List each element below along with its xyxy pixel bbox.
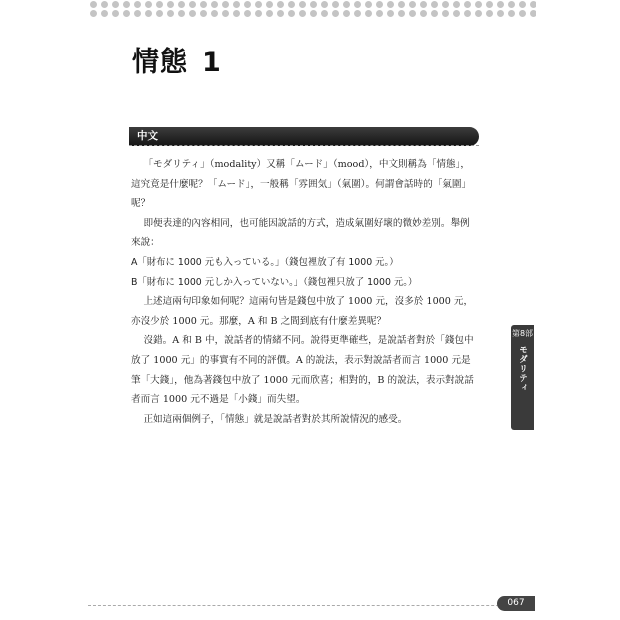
paragraph: 上述這兩句印象如何呢？這兩句皆是錢包中放了 1000 元，沒多於 1000 元，亦沒少於 1000 元。那麼，A 和 B 之間到底有什麼差異呢？ (131, 296, 474, 327)
page-title (132, 40, 222, 79)
paragraph: 沒錯。A 和 B 中，說話者的情緒不同。說得更準確些，是說話者對於「錢包中放了 1000 元」的事實有不同的評價。A 的說法，表示對說話者而言 1000 元是筆「大錢」，他為著錢包中放了 1000 元而欣喜；相對的，B 的說法，表示對說話者而言 1000 元不過是「小錢」而失望。 (131, 335, 474, 406)
paragraph: 正如這兩個例子，「情態」就是說話者對於其所說情況的感受。 (143, 413, 408, 425)
section-label: 中文 (137, 130, 158, 142)
section-divider (129, 145, 479, 146)
footer-divider (88, 605, 534, 606)
chapter-side-tab (511, 325, 534, 430)
body-text (131, 155, 475, 429)
decorative-dot-border (88, 0, 536, 18)
side-tab-label: モダリティ (517, 345, 528, 393)
section-header-bar (129, 127, 479, 146)
paragraph: 「モダリティ」（modality）又稱「ムード」（mood），中文則稱為「情態」，這究竟是什麼呢？「ムード」，一般稱「雰囲気」（氣圍）。何謂會話時的「氣圍」呢？ (131, 159, 472, 210)
example-sentence-b: B「財布に 1000 元しか入っていない。」（錢包裡只放了 1000 元。） (131, 276, 418, 288)
page-number: 067 (497, 596, 535, 611)
title-number: 1 (202, 47, 222, 78)
example-sentence-a: A「財布に 1000 元も入っている。」（錢包裡放了有 1000 元。） (131, 256, 399, 268)
title-text: 情態 (132, 47, 188, 78)
side-tab-part: 第8部 (511, 329, 534, 338)
paragraph: 即便表達的內容相同，也可能因說話的方式，造成氣圍好壞的微妙差別。舉例來說： (131, 217, 470, 249)
